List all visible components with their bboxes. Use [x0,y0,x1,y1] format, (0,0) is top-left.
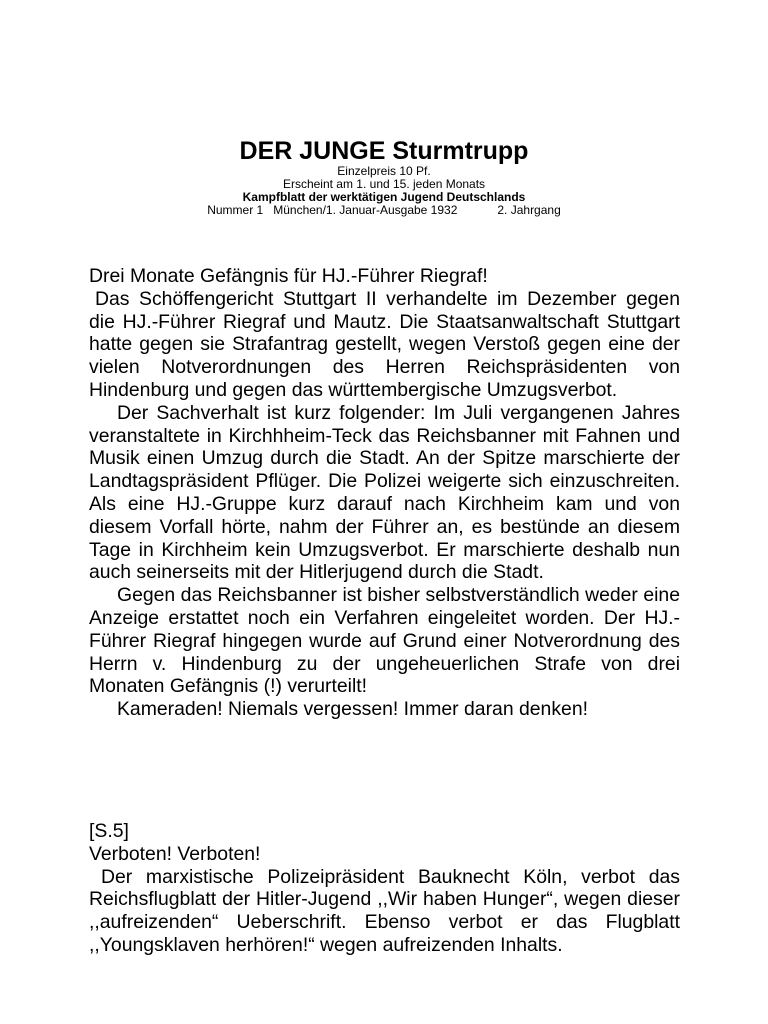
article-paragraph: Gegen das Reichsbanner ist bisher selbstverständlich weder eine Anzeige erstattet noch ein Verfahren eingeleitet worden. Der HJ.-Führer Riegraf hingegen wurde auf Grund einer Notverordnung des Herrn v. Hindenburg zu der ungeheuerlichen Strafe von drei Monaten Gefängnis (!) verurteilt! [89,584,680,698]
price-line: Einzelpreis 10 Pf. [337,164,431,178]
article-paragraph: Der Sachverhalt ist kurz folgender: Im Juli vergangenen Jahres veranstaltete in Kirchhheim-Teck das Reichsbanner mit Fahnen und Musik einen Umzug durch die Stadt. An der Spitze marschierte der Landtagspräsident Pflüger. Die Polizei weigerte sich einzuschreiten. Als eine HJ.-Gruppe kurz darauf nach Kirchheim kam und von diesem Vorfall hörte, nahm der Führer an, es bestünde an diesem Tage in Kirchheim kein Umzugsverbot. Er marschierte deshalb nun auch seinerseits mit der Hitlerjugend durch die Stadt. [89,401,680,584]
tagline: Kampfblatt der werktätigen Jugend Deutschlands [242,190,526,204]
newspaper-title: DER JUNGE Sturmtrupp [239,137,529,165]
article-closing-line: Kameraden! Niemals vergessen! Immer daran denken! [117,698,588,721]
volume: 2. Jahrgang [497,203,561,217]
schedule-line: Erscheint am 1. und 15. jeden Monats [282,177,486,191]
masthead [0,137,768,217]
article-riegraf [89,265,680,721]
article-paragraph: Das Schöffengericht Stuttgart II verhandelte im Dezember gegen die HJ.-Führer Riegraf und Mautz. Die Staatsanwaltschaft Stuttgart hatte gegen sie Strafantrag gestellt, wegen Verstoß gegen eine der vielen Notverordnungen des Herren Reichspräsidenten von Hindenburg und gegen das württembergische Umzugsverbot. [89,287,680,401]
page-reference: [S.5] [89,820,129,842]
article-paragraph: Der marxistische Polizeipräsident Bauknecht Köln, verbot das Reichsflugblatt der Hitler-Jugend ,,Wir haben Hunger“, wegen dieser ,,aufreizenden“ Ueberschrift. Ebenso verbot er das Flugblatt ,,Youngsklaven herhören!“ wegen aufreizenden Inhalts. [89,865,680,956]
issue-number: Nummer 1 [207,203,264,217]
article-headline: Verboten! Verboten! [89,842,261,865]
issue-line [0,204,768,217]
issue-place-date: München/1. Januar-Ausgabe 1932 [273,203,458,217]
article-headline: Drei Monate Gefängnis für HJ.-Führer Riegraf! [89,265,488,287]
article-verboten [89,820,680,957]
